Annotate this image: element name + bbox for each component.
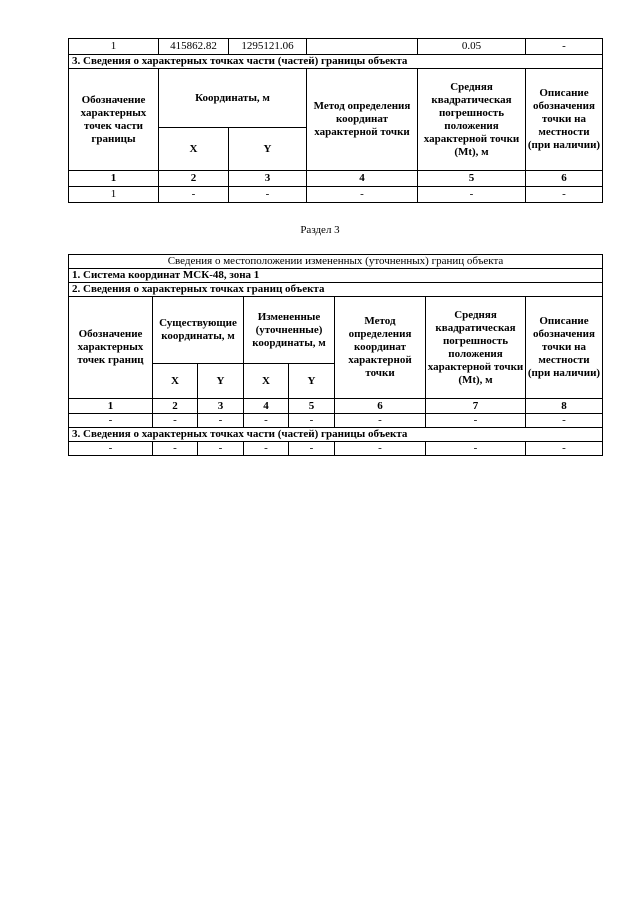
table-cell: - [198, 414, 244, 428]
table-title: Сведения о местоположении измененных (уточненных) границ объекта [69, 255, 603, 269]
cell-y: 1295121.06 [229, 39, 307, 55]
header-point-designation: Обозначение характерных точек границ [69, 297, 153, 399]
header-method: Метод определения координат характерной точки [307, 69, 418, 171]
section-heading: Раздел 3 [300, 224, 340, 236]
table-cell: - [426, 442, 526, 456]
table-refined-boundaries [68, 254, 603, 456]
table-cell: - [526, 414, 603, 428]
cell-point-id: 1 [69, 39, 159, 55]
header-y: Y [229, 128, 307, 171]
cell-x: 415862.82 [159, 39, 229, 55]
column-number: 3 [229, 171, 307, 187]
section-title: 3. Сведения о характерных точках части (частей) границы объекта [69, 428, 603, 442]
table-cell: - [335, 442, 426, 456]
header-mt: Средняя квадратическая погрешность положения характерной точки (Mt), м [426, 297, 526, 399]
table-cell: - [335, 414, 426, 428]
table-cell: - [69, 414, 153, 428]
table-cell: - [153, 442, 198, 456]
table-row [69, 39, 603, 55]
cell-method [307, 39, 418, 55]
column-number: 3 [198, 399, 244, 414]
header-y: Y [289, 364, 335, 399]
column-number: 6 [335, 399, 426, 414]
table-cell: - [153, 414, 198, 428]
table-cell: - [426, 414, 526, 428]
cell-desc: - [526, 39, 603, 55]
column-number: 8 [526, 399, 603, 414]
column-number: 1 [69, 399, 153, 414]
section-title: 3. Сведения о характерных точках части (частей) границы объекта [69, 55, 603, 69]
header-y: Y [198, 364, 244, 399]
table-cell: - [526, 187, 603, 203]
table-cell: - [159, 187, 229, 203]
column-number: 4 [307, 171, 418, 187]
table-cell: - [289, 414, 335, 428]
column-number: 2 [153, 399, 198, 414]
table-row [69, 442, 603, 456]
header-mt: Средняя квадратическая погрешность положения характерной точки (Mt), м [418, 69, 526, 171]
table-row [69, 414, 603, 428]
column-numbers-row [69, 171, 603, 187]
table-row [69, 187, 603, 203]
header-x: X [153, 364, 198, 399]
table-cell: - [418, 187, 526, 203]
header-method: Метод определения координат характерной точки [335, 297, 426, 399]
table-part-boundary-points [68, 38, 603, 203]
table-cell: - [244, 414, 289, 428]
column-number: 7 [426, 399, 526, 414]
column-number: 1 [69, 171, 159, 187]
header-x: X [159, 128, 229, 171]
section-title: 2. Сведения о характерных точках границ объекта [69, 283, 603, 297]
column-number: 5 [289, 399, 335, 414]
table-cell: - [289, 442, 335, 456]
table-cell: 1 [69, 187, 159, 203]
header-coordinates: Координаты, м [159, 69, 307, 128]
column-number: 5 [418, 171, 526, 187]
table-cell: - [526, 442, 603, 456]
cell-mt: 0.05 [418, 39, 526, 55]
table-cell: - [244, 442, 289, 456]
table-cell: - [307, 187, 418, 203]
column-number: 4 [244, 399, 289, 414]
header-point-designation: Обозначение характерных точек части границы [69, 69, 159, 171]
header-description: Описание обозначения точки на местности (при наличии) [526, 297, 603, 399]
header-x: X [244, 364, 289, 399]
column-number: 6 [526, 171, 603, 187]
header-changed-coordinates: Измененные (уточненные) координаты, м [244, 297, 335, 364]
column-numbers-row [69, 399, 603, 414]
header-existing-coordinates: Существующие координаты, м [153, 297, 244, 364]
table-cell: - [229, 187, 307, 203]
table-cell: - [198, 442, 244, 456]
column-number: 2 [159, 171, 229, 187]
section-title: 1. Система координат МСК-48, зона 1 [69, 269, 603, 283]
table-cell: - [69, 442, 153, 456]
header-description: Описание обозначения точки на местности (при наличии) [526, 69, 603, 171]
